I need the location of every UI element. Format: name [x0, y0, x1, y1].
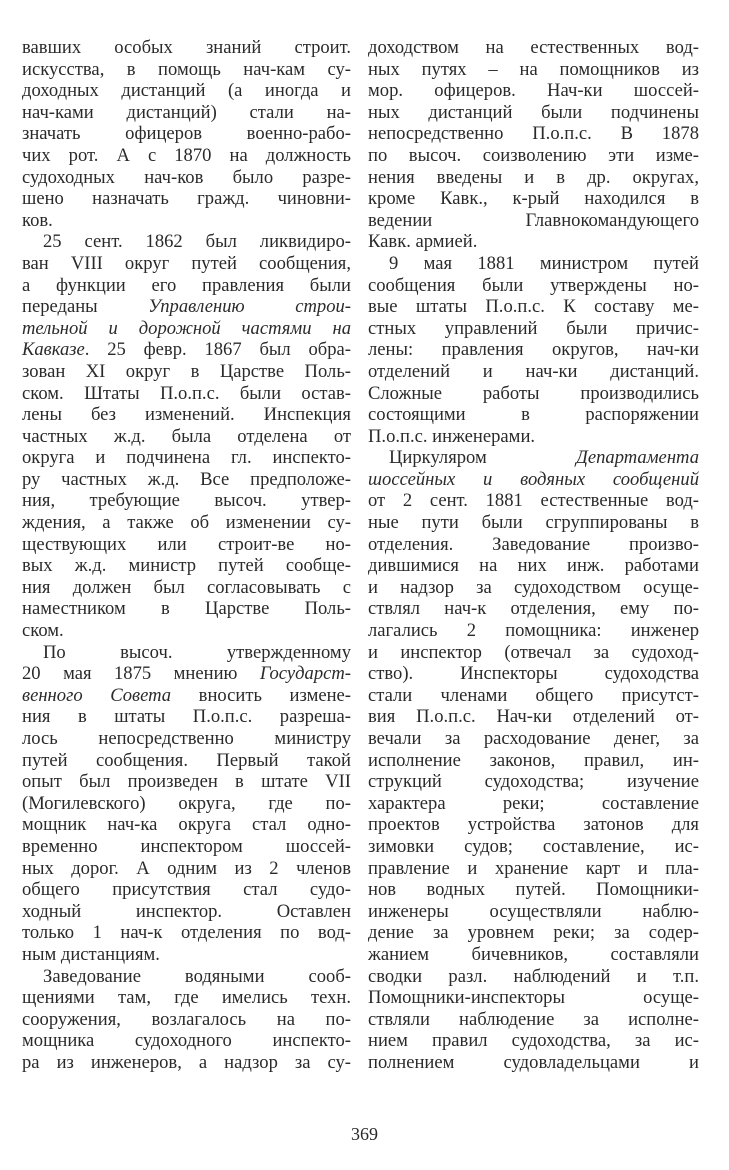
italic-text: шоссейных и водяных сообщений — [368, 468, 699, 490]
text-line — [368, 858, 699, 880]
text-segment: ском. Штаты П.о.п.с. были остав- — [22, 382, 351, 404]
text-segment: Заведование водяными сооб- — [43, 965, 351, 987]
text-line — [22, 361, 351, 383]
text-line — [22, 512, 351, 534]
text-column-left — [22, 37, 351, 1074]
text-line — [22, 102, 351, 124]
text-segment: ру частных ж.д. Все предположе- — [22, 468, 351, 490]
text-segment: ным дистанциям. — [22, 943, 160, 965]
text-segment: временно инспектором шоссей- — [22, 835, 351, 857]
text-segment: ван VIII округ путей сообщения, — [22, 252, 351, 274]
text-line — [368, 490, 699, 512]
text-line — [368, 685, 699, 707]
text-line — [22, 339, 351, 361]
text-segment: общего присутствия стал судо- — [22, 879, 351, 901]
text-segment: инженеры осуществляли наблю- — [368, 900, 699, 922]
text-line — [368, 987, 699, 1009]
text-segment: доходством на естественных вод- — [368, 37, 699, 58]
text-line — [22, 771, 351, 793]
text-line — [368, 383, 699, 405]
text-segment: только 1 нач-к отделения по вод- — [22, 922, 351, 944]
text-segment: лены без изменений. Инспекция — [22, 404, 351, 426]
text-line — [368, 253, 699, 275]
text-segment: нов водных путей. Помощники- — [368, 879, 699, 901]
text-line — [368, 80, 699, 102]
text-segment: жанием бичевников, составляли — [368, 943, 699, 965]
text-segment: опыт был произведен в штате VII — [22, 771, 351, 793]
text-line — [22, 231, 351, 253]
text-line — [22, 210, 351, 232]
text-line — [22, 37, 351, 59]
text-line — [368, 706, 699, 728]
text-segment: искусства, в помощь нач-кам су- — [22, 58, 351, 80]
text-segment: . 25 февр. 1867 был обра- — [84, 339, 351, 361]
text-segment: непосредственно П.о.п.с. В 1878 — [368, 123, 699, 145]
text-line — [368, 210, 699, 232]
text-segment: и надзор за судоходством осуще- — [368, 576, 699, 598]
text-segment: ков. — [22, 209, 53, 231]
text-line — [22, 944, 351, 966]
text-segment: лены: правления округов, нач-ки — [368, 339, 699, 361]
text-line — [22, 793, 351, 815]
text-segment: сводки разл. наблюдений и т.п. — [368, 965, 699, 987]
text-line — [22, 987, 351, 1009]
text-line — [22, 383, 351, 405]
text-segment: зован XI округ в Царстве Поль- — [22, 360, 351, 382]
text-line — [22, 598, 351, 620]
text-segment: Помощники-инспекторы осуще- — [368, 987, 699, 1009]
text-segment: щениями там, где имелись техн. — [22, 987, 351, 1009]
text-segment: нения введены и в др. округах, — [368, 166, 699, 188]
italic-text: венного Совета — [22, 684, 172, 706]
text-segment: по высоч. соизволению эти изме- — [368, 144, 699, 166]
text-segment: мор. офицеров. Нач-ки шоссей- — [368, 80, 699, 102]
text-segment: сооружения, возлагалось на по- — [22, 1008, 351, 1030]
italic-text: Государст- — [259, 663, 351, 685]
text-line — [22, 814, 351, 836]
text-line — [22, 685, 351, 707]
text-line — [22, 447, 351, 469]
text-line — [22, 490, 351, 512]
text-segment: чих рот. А с 1870 на должность — [22, 144, 351, 166]
text-line — [22, 858, 351, 880]
text-segment: зимовки судов; составление, ис- — [368, 835, 699, 857]
text-line — [22, 663, 351, 685]
text-line — [22, 922, 351, 944]
text-segment: и инспектор (отвечал за судоход- — [368, 641, 699, 663]
text-line — [368, 642, 699, 664]
text-line — [368, 361, 699, 383]
text-line — [22, 253, 351, 275]
text-segment: стали членами общего присутст- — [368, 684, 699, 706]
text-segment: 25 сент. 1862 был ликвидиро- — [43, 231, 351, 253]
text-segment: полнением судовладельцами и — [368, 1051, 699, 1073]
text-segment: вые штаты П.о.п.с. К составу ме- — [368, 296, 699, 318]
text-line — [22, 642, 351, 664]
text-segment: вносить измене- — [171, 684, 351, 706]
text-segment: ные пути были сгруппированы в — [368, 512, 699, 534]
text-line — [22, 80, 351, 102]
text-segment: ходный инспектор. Оставлен — [22, 900, 351, 922]
text-segment: вия П.о.п.с. Нач-ки отделений от- — [368, 706, 699, 728]
text-line — [22, 188, 351, 210]
text-segment: наместником в Царстве Поль- — [22, 598, 351, 620]
text-segment: ском. — [22, 620, 64, 642]
text-segment: состоящими в распоряжении — [368, 404, 699, 426]
text-segment: ных дистанций были подчинены — [368, 101, 699, 123]
text-segment: ния должен был согласовывать с — [22, 576, 351, 598]
text-segment: вых ж.д. министр путей сообще- — [22, 555, 351, 577]
text-segment: частных ж.д. была отделена от — [22, 425, 351, 447]
text-segment: отделений и нач-ки дистанций. — [368, 360, 699, 382]
text-segment: округа и подчинена гл. инспекто- — [22, 447, 351, 469]
text-line — [22, 123, 351, 145]
text-line — [22, 469, 351, 491]
text-segment: ра из инженеров, а надзор за су- — [22, 1051, 351, 1073]
text-line — [368, 447, 699, 469]
text-line — [22, 1009, 351, 1031]
text-segment: а функции его правления были — [22, 274, 351, 296]
text-line — [368, 59, 699, 81]
text-segment: ведении Главнокомандующего — [368, 209, 699, 231]
text-line — [368, 339, 699, 361]
text-segment: (Могилевского) округа, где по- — [22, 792, 351, 814]
text-segment: исполнение законов, правил, ин- — [368, 749, 699, 771]
text-segment: судоходных нач-ков было разре- — [22, 166, 351, 188]
text-segment: 9 мая 1881 министром путей — [389, 252, 699, 274]
text-line — [22, 534, 351, 556]
text-segment: сообщения были утверждены но- — [368, 274, 699, 296]
text-line — [22, 426, 351, 448]
text-segment: ствлял нач-к отделения, ему по- — [368, 598, 699, 620]
text-line — [368, 620, 699, 642]
text-segment: ных путях – на помощников из — [368, 58, 699, 80]
text-segment: ния в штаты П.о.п.с. разреша- — [22, 706, 351, 728]
text-line — [368, 167, 699, 189]
text-segment: от 2 сент. 1881 естественные вод- — [368, 490, 699, 512]
text-line — [368, 231, 699, 253]
text-segment: отделения. Заведование произво- — [368, 533, 699, 555]
text-segment: струкций судоходства; изучение — [368, 771, 699, 793]
text-line — [368, 577, 699, 599]
text-line — [368, 879, 699, 901]
text-line — [368, 793, 699, 815]
text-line — [368, 123, 699, 145]
text-line — [22, 1052, 351, 1074]
page-number: 369 — [351, 1124, 378, 1144]
text-line — [22, 966, 351, 988]
text-line — [368, 555, 699, 577]
text-line — [22, 318, 351, 340]
text-line — [22, 620, 351, 642]
text-segment: ния, требующие высоч. утвер- — [22, 490, 351, 512]
text-line — [368, 814, 699, 836]
text-line — [368, 426, 699, 448]
text-line — [368, 598, 699, 620]
text-segment: Кавк. армией. — [368, 231, 478, 253]
italic-text: тельной и дорожной частями на — [22, 317, 351, 339]
text-segment: мощник нач-ка округа стал одно- — [22, 814, 351, 836]
text-line — [22, 167, 351, 189]
italic-text: Управлению строи- — [148, 296, 351, 318]
text-line — [22, 706, 351, 728]
text-line — [368, 102, 699, 124]
text-line — [22, 577, 351, 599]
text-line — [368, 1030, 699, 1052]
text-line — [368, 750, 699, 772]
text-line — [22, 59, 351, 81]
text-line — [368, 966, 699, 988]
text-line — [22, 275, 351, 297]
text-line — [368, 728, 699, 750]
text-line — [368, 37, 699, 59]
text-line — [22, 296, 351, 318]
text-segment: шено назначать гражд. чиновни- — [22, 188, 351, 210]
text-segment: вавших особых знаний строит. — [22, 37, 351, 58]
text-line — [368, 469, 699, 491]
text-line — [368, 145, 699, 167]
text-segment: дение за уровнем реки; за содер- — [368, 922, 699, 944]
italic-text: Департамента — [576, 447, 699, 469]
text-segment: По высоч. утвержденному — [43, 641, 351, 663]
text-line — [22, 901, 351, 923]
text-line — [368, 771, 699, 793]
text-line — [368, 404, 699, 426]
text-segment: переданы — [22, 296, 149, 318]
text-segment: Циркуляром — [389, 447, 577, 469]
text-line — [368, 534, 699, 556]
text-segment: дившимися на них инж. работами — [368, 555, 699, 577]
text-line — [368, 188, 699, 210]
text-line — [22, 404, 351, 426]
text-line — [368, 318, 699, 340]
text-segment: правление и хранение карт и пла- — [368, 857, 699, 879]
text-line — [22, 1030, 351, 1052]
text-segment: характера реки; составление — [368, 792, 699, 814]
text-segment: лось непосредственно министру — [22, 728, 351, 749]
text-line — [368, 836, 699, 858]
text-line — [22, 555, 351, 577]
text-segment: П.о.п.с. инженерами. — [368, 425, 536, 447]
text-line — [368, 922, 699, 944]
text-segment: ство). Инспекторы судоходства — [368, 663, 699, 685]
text-segment: ществующих или строит-ве но- — [22, 533, 351, 555]
text-segment: доходных дистанций (а иногда и — [22, 80, 351, 102]
text-line — [22, 750, 351, 772]
text-segment: 20 мая 1875 мнению — [22, 663, 260, 685]
text-segment: ждения, а также об изменении су- — [22, 512, 351, 534]
text-segment: ных дорог. А одним из 2 членов — [22, 857, 351, 879]
text-segment: Сложные работы производились — [368, 382, 699, 404]
text-segment: мощника судоходного инспекто- — [22, 1030, 351, 1052]
text-segment: кроме Кавк., к-рый находился в — [368, 188, 699, 210]
text-line — [368, 1009, 699, 1031]
text-segment: вечали за расходование денег, за — [368, 728, 699, 749]
text-line — [22, 836, 351, 858]
text-segment: проектов устройства затонов для — [368, 814, 699, 836]
text-segment: стных управлений были причис- — [368, 317, 699, 339]
text-segment: нием правил судоходства, за ис- — [368, 1030, 699, 1052]
text-line — [368, 296, 699, 318]
text-segment: путей сообщения. Первый такой — [22, 749, 351, 771]
text-line — [368, 944, 699, 966]
text-line — [368, 663, 699, 685]
text-line — [22, 728, 351, 750]
text-line — [368, 512, 699, 534]
text-segment: лагались 2 помощника: инженер — [368, 620, 699, 642]
text-column-right — [368, 37, 699, 1074]
text-segment: значать офицеров военно-рабо- — [22, 123, 351, 145]
text-segment: ствляли наблюдение за исполне- — [368, 1008, 699, 1030]
text-line — [22, 879, 351, 901]
text-segment: нач-ками дистанций) стали на- — [22, 101, 351, 123]
text-line — [368, 901, 699, 923]
italic-text: Кавказе — [22, 339, 85, 361]
text-line — [368, 1052, 699, 1074]
text-line — [22, 145, 351, 167]
text-line — [368, 275, 699, 297]
